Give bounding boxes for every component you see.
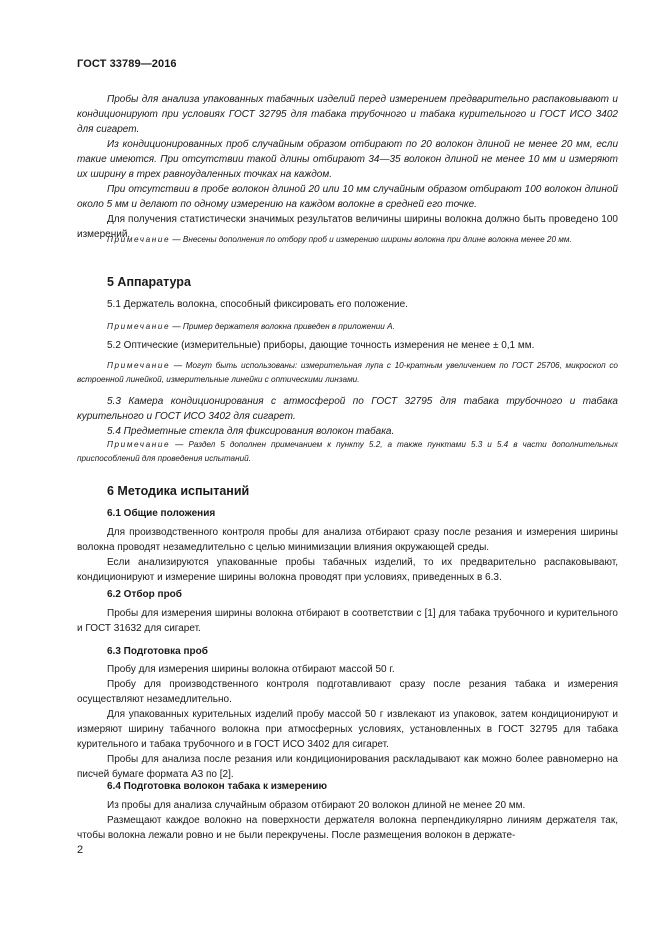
document-header: ГОСТ 33789—2016 xyxy=(77,58,177,70)
paragraph: Для упакованных курительных изделий пробу массой 50 г извлекают из упаковок, затем кондиционируют и измеряют ширину табачного волокна при атмосферных условиях, установленных в ГОСТ 32795 для табака курительного и табака трубочного и в ГОСТ ИСО 3402 для сигарет. xyxy=(77,709,618,750)
paragraph: Из кондиционированных проб случайным образом отбирают по 20 волокон длиной не менее 20 мм, если такие имеются. При отсутствии такой длины отбирают 34—35 волокон длиной не менее 10 мм и измеряют их ширину в трех равноудаленных точках на каждом. xyxy=(77,139,618,180)
paragraph: Пробу для измерения ширины волокна отбирают массой 50 г. xyxy=(107,664,395,675)
note-text: — Раздел 5 дополнен примечанием к пункту 5.2, а также пунктами 5.3 и 5.4 в части дополнительных приспособлений для проведения испытаний. xyxy=(77,440,618,463)
paragraph: Пробу для производственного контроля подготавливают сразу после резания табака и измерения осуществляют незамедлительно. xyxy=(77,679,618,705)
item-5-2 xyxy=(77,338,618,353)
note-label: Примечание xyxy=(107,322,171,331)
subsection-6-1 xyxy=(77,506,618,521)
paragraph: 5.3 Камера кондиционирования с атмосферой по ГОСТ 32795 для табака трубочного и табака курительного и ГОСТ ИСО 3402 для сигарет. xyxy=(77,396,618,422)
intro-section xyxy=(77,92,618,242)
note-label: Примечание xyxy=(107,235,171,244)
item-5-1 xyxy=(77,297,618,312)
paragraph: Для получения статистически значимых результатов величины ширины волокна должно быть проведено 100 измерений. xyxy=(77,214,618,240)
note-text: — Пример держателя волокна приведен в приложении А. xyxy=(170,322,395,331)
section-heading: 5 Аппаратура xyxy=(107,275,191,289)
items-5-3-5-4 xyxy=(77,394,618,439)
note-label: Примечание xyxy=(107,440,171,449)
note-text: — Могут быть использованы: измерительная лупа с 10-кратным увеличением по ГОСТ 25706, микроскоп со встроенной линейкой, измерительные линейки с оптическими линзами. xyxy=(77,361,618,384)
section-5-heading-wrap xyxy=(77,275,618,290)
paragraph: Из пробы для анализа случайным образом отбирают 20 волокон длиной не менее 20 мм. xyxy=(107,800,526,811)
paragraph: Пробы для анализа после резания или кондиционирования раскладывают как можно более равномерно на писчей бумаге формата А3 по [2]. xyxy=(77,754,618,780)
note-5-3 xyxy=(77,438,618,465)
note-5-2 xyxy=(77,359,618,386)
subsection-heading: 6.3 Подготовка проб xyxy=(107,646,208,657)
paragraph: При отсутствии в пробе волокон длиной 20 или 10 мм случайным образом отбирают 100 волокон длиной около 5 мм и делают по одному измерению на каждом волокне в средней его точке. xyxy=(77,184,618,210)
section-6-heading-wrap xyxy=(77,484,618,499)
paragraph: Размещают каждое волокно на поверхности держателя волокна перпендикулярно линиям держателя так, чтобы волокна лежали ровно и не были перекручены. После размещения волокон в держате- xyxy=(77,815,618,841)
page-number: 2 xyxy=(77,844,84,856)
note-5-1 xyxy=(77,320,618,334)
section-heading: 6 Методика испытаний xyxy=(107,484,250,498)
paragraph: Для производственного контроля пробы для анализа отбирают сразу после резания и измерения ширины волокна проводят незамедлительно с целью минимизации влияния окружающей среды. xyxy=(77,527,618,553)
paragraph: Пробы для измерения ширины волокна отбирают в соответствии с [1] для табака трубочного и курительного и ГОСТ 31632 для сигарет. xyxy=(77,608,618,634)
subsection-heading: 6.4 Подготовка волокон табака к измерению xyxy=(107,781,328,792)
paragraph: Пробы для анализа упакованных табачных изделий перед измерением предварительно распаковывают и кондиционируют при условиях ГОСТ 32795 для табака трубочного и табака курительного и ГОСТ ИСО 3402 для сигарет. xyxy=(77,94,618,135)
text-6-1 xyxy=(77,525,618,585)
paragraph: 5.1 Держатель волокна, способный фиксировать его положение. xyxy=(107,299,408,310)
paragraph: Если анализируются упакованные пробы табачных изделий, то их предварительно распаковывают, кондиционируют и измерение ширины волокна проводят при условиях, приведенных в 6.3. xyxy=(77,557,618,583)
paragraph: 5.4 Предметные стекла для фиксирования волокон табака. xyxy=(107,426,395,437)
paragraph: 5.2 Оптические (измерительные) приборы, дающие точность измерения не менее ± 0,1 мм. xyxy=(107,340,535,351)
note-label: Примечание xyxy=(107,361,171,370)
intro-note xyxy=(77,233,618,247)
text-6-4 xyxy=(77,798,618,843)
text-6-2 xyxy=(77,606,618,636)
subsection-6-2 xyxy=(77,587,618,602)
note-text: — Внесены дополнения по отбору проб и измерению ширины волокна при длине волокна менее 20 мм. xyxy=(170,235,572,244)
subsection-6-4 xyxy=(77,779,618,794)
subsection-6-3 xyxy=(77,644,618,659)
text-6-3 xyxy=(77,662,618,782)
subsection-heading: 6.1 Общие положения xyxy=(107,508,216,519)
subsection-heading: 6.2 Отбор проб xyxy=(107,589,182,600)
